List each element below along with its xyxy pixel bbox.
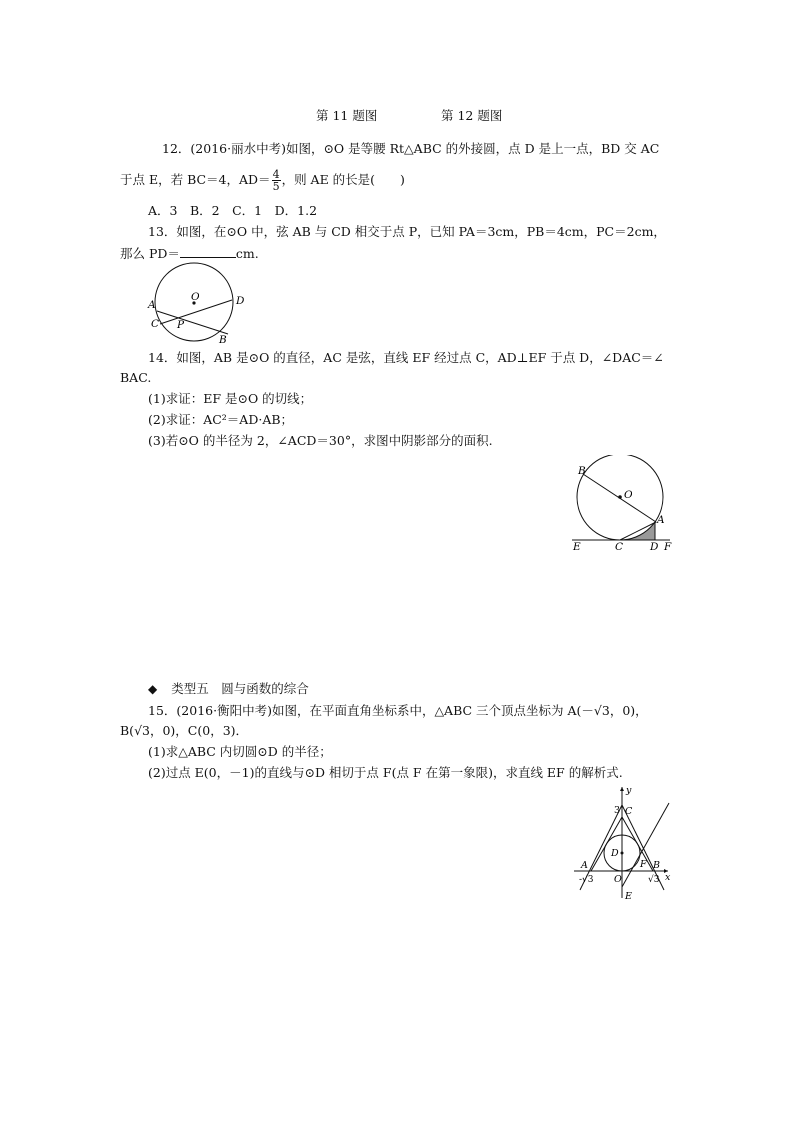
y-axis-arrow [620, 787, 624, 791]
fraction-denominator: 5 [272, 180, 280, 193]
q13-line1: 13．如图，在⊙O 中，弦 AB 与 CD 相交于点 P，已知 PA＝3cm，PB＝4cm，PC＝2cm， [148, 224, 666, 239]
label-o: O [614, 874, 622, 885]
label-d: D [611, 848, 619, 859]
label-neg-sqrt3: -√3 [579, 875, 594, 885]
label-b: B [578, 465, 586, 477]
label-f: F [640, 859, 647, 870]
q13-line2-pre: 那么 PD＝ [120, 246, 180, 261]
label-a: A [148, 299, 156, 311]
figure-13 [140, 262, 250, 347]
label-three: 3 [614, 805, 621, 816]
label-d: D [236, 295, 245, 307]
figure-12-caption: 第 12 题图 [441, 108, 503, 123]
q12-line2-pre: 于点 E，若 BC＝4，AD＝ [120, 172, 271, 187]
label-f: F [664, 541, 672, 553]
figure-14 [568, 455, 678, 555]
figure-11-caption: 第 11 题图 [316, 108, 378, 123]
label-c: C [151, 318, 160, 330]
label-b: B [653, 860, 660, 871]
q12-options: A．3 B．2 C．1 D．1.2 [148, 203, 318, 218]
q14-part1: (1)求证：EF 是⊙O 的切线； [148, 391, 313, 406]
label-e: E [573, 541, 581, 553]
label-o: O [624, 489, 633, 501]
q12-line2 [120, 168, 405, 192]
q15-line2: B(√3，0)，C(0，3)． [120, 723, 249, 738]
q12-fraction [272, 169, 281, 192]
label-c: C [625, 806, 633, 817]
label-o: O [191, 291, 200, 303]
label-c: C [615, 541, 624, 553]
q12-line2-post: ，则 AE 的长是( ) [281, 172, 405, 187]
label-a: A [581, 860, 588, 871]
label-p: P [177, 319, 185, 331]
diamond-icon: ◆ [148, 682, 158, 696]
q14-part2: (2)求证：AC²＝AD·AB； [148, 412, 294, 427]
q14-line1: 14．如图，AB 是⊙O 的直径，AC 是弦，直线 EF 经过点 C，AD⊥EF 于点 D，∠DAC＝∠ [148, 350, 664, 365]
label-x: x [665, 872, 671, 883]
q14-line2: BAC. [120, 370, 152, 385]
section-title: 类型五 圆与函数的综合 [171, 681, 309, 696]
label-d: D [650, 541, 659, 553]
q14-part3: (3)若⊙O 的半径为 2，∠ACD＝30°，求图中阴影部分的面积. [148, 433, 493, 448]
q13-line2-post: cm. [235, 246, 259, 261]
label-sqrt3: √3 [648, 875, 660, 885]
label-e: E [625, 891, 632, 902]
figure-15 [570, 783, 675, 903]
q15-line1: 15．(2016·衡阳中考)如图，在平面直角坐标系中，△ABC 三个顶点坐标为 A(－√3，0)， [148, 703, 648, 718]
q15-part2: (2)过点 E(0，－1)的直线与⊙D 相切于点 F(点 F 在第一象限)，求直线 EF 的解析式. [148, 765, 623, 780]
label-a: A [657, 514, 665, 526]
label-y: y [626, 785, 632, 796]
chord-cd [160, 300, 232, 324]
label-b: B [219, 334, 227, 346]
q15-part1: (1)求△ABC 内切圆⊙D 的半径； [148, 744, 332, 759]
fraction-numerator: 4 [272, 168, 280, 181]
q13-line2 [120, 245, 259, 262]
center-point [618, 495, 622, 499]
q12-line1: 12．(2016·丽水中考)如图，⊙O 是等腰 Rt△ABC 的外接圆，点 D 是上一点，BD 交 AC [162, 141, 660, 156]
incircle-center [621, 852, 624, 855]
q13-answer-blank [180, 245, 236, 258]
section-heading [148, 681, 309, 697]
